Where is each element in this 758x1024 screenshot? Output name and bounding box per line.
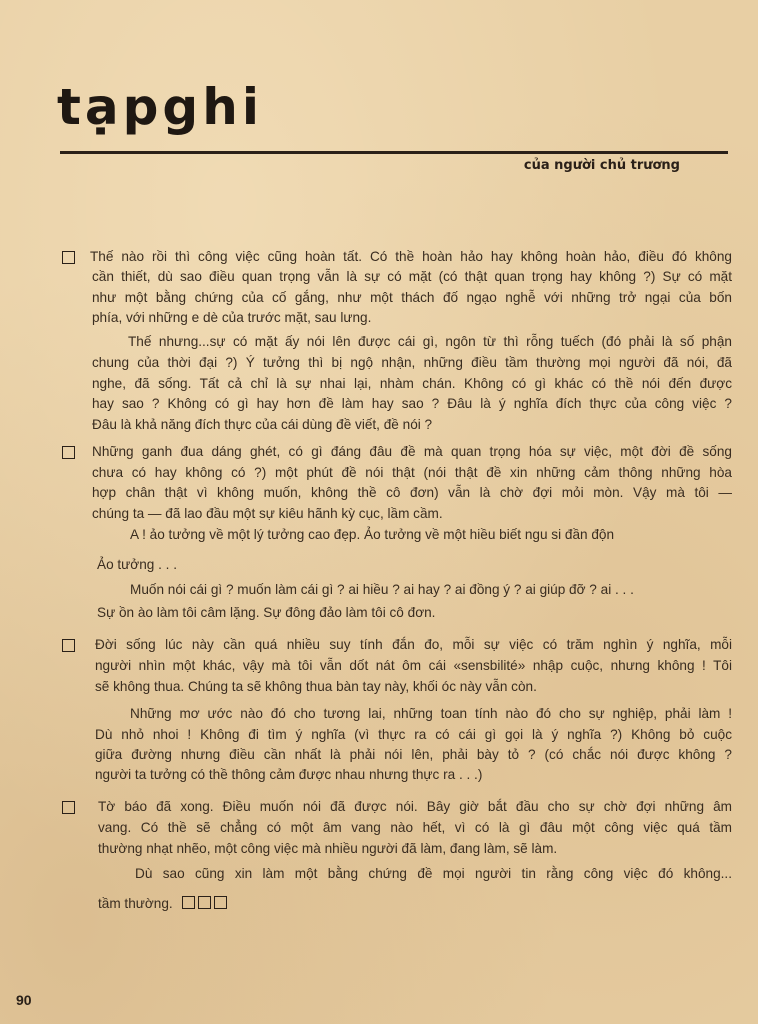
text-line: Sự ồn ào làm tôi câm lặng. Sự đông đảo làm tôi cô đơn. [97, 605, 436, 620]
text-line: phía, với những e dè của trước mặt, sau lưng. [92, 310, 372, 325]
text-line: Những mơ ước nào đó cho tương lai, những toan tính nào đó cho sự nghiệp, phải làm ! [130, 706, 732, 721]
text-line: chưa có hay không có ?) một phút đề nói thật (nói thật đề xin những cảm thông những hòa [92, 465, 732, 480]
text-line: Thế nhưng...sự có mặt ấy nói lên được cái gì, ngôn từ thì rỗng tuếch (đó phải là số phận [128, 334, 732, 349]
text-line: giữa đường nhưng điều cần nhất là phải nói lên, phải bày tỏ ? (có chắc nói được không ? [95, 747, 732, 762]
section-bullet-box [62, 446, 75, 459]
section-bullet-box [62, 251, 75, 264]
text-line: hay sao ? Không có gì hay hơn đề làm hay sao ? Đâu là ý nghĩa đích thực của công việc ? [92, 396, 732, 411]
text-line: Thế nào rồi thì công việc cũng hoàn tất. Có thề hoàn hảo hay không hoàn hảo, điều đó không [90, 249, 732, 264]
text-line: vang. Có thề sẽ chẳng có một âm vang nào hết, vì có là gì đâu một công việc quá tầm [98, 820, 732, 835]
text-line: Đâu là khả năng đích thực của cái dùng đề viết, đề nói ? [92, 417, 433, 432]
text-line: Đời sống lúc này cần quá nhiều suy tính đắn đo, mỗi sự việc có trăm nghìn ý nghĩa, mỗi [95, 637, 732, 652]
text-line: nghe, đã sống. Tất cả chỉ là sự nhai lại, nhàm chán. Không có gì khác có thề nói đến được [92, 376, 732, 391]
page-number: 90 [16, 992, 32, 1008]
text-line: sẽ không thua. Chúng ta sẽ không thua bàn tay này, khối óc này vẫn còn. [95, 679, 537, 694]
page-title: tạpghi [57, 78, 263, 136]
byline: của người chủ trương [523, 158, 680, 173]
text-line: Dù nhỏ nhoi ! Không đi tìm ý nghĩa (vì thực ra có cái gì gọi là ý nghĩa ?) Không bỏ cuộc [95, 727, 732, 742]
text-line: Những ganh đua dáng ghét, có gì đáng đâu đề mà quan trọng hóa sự việc, một đời đề sống [92, 444, 732, 459]
section-bullet-box [62, 801, 75, 814]
text-line: chung của thời đại ?) Ý tưởng thì bị ngộ nhận, những điều tầm thường mọi người đã nói, đã [92, 355, 732, 370]
text-line: người ta tưởng có thề thông cảm được nhau nhưng thực ra . . .) [95, 767, 483, 782]
text-line: như một bằng chứng của cố gắng, như một thách đố ngạo nghễ với những trở ngại của bốn [92, 290, 732, 305]
end-square-icon [214, 896, 227, 909]
section-bullet-box [62, 639, 75, 652]
end-square-icon [182, 896, 195, 909]
end-mark-boxes [179, 896, 227, 911]
text-line: Dù sao cũng xin làm một bằng chứng đề mọi người tin rằng công việc đó không... [135, 866, 732, 881]
end-square-icon [198, 896, 211, 909]
text-line: thường nhạt nhẽo, một công việc mà nhiều người đã làm, đang làm, sẽ làm. [98, 841, 558, 856]
text-line: Muốn nói cái gì ? muốn làm cái gì ? ai hiều ? ai hay ? ai đồng ý ? ai giúp đỡ ? ai . . . [130, 582, 634, 597]
text-line: A ! ảo tưởng về một lý tưởng cao đẹp. Ảo tưởng về một hiều biết ngu si đần độn [130, 527, 615, 542]
title-divider [60, 151, 728, 154]
text-line: chúng ta — đã lao đầu một sự kiêu hãnh kỳ cục, lầm cầm. [92, 506, 443, 521]
text-line: tầm thường. [98, 895, 227, 912]
text-line: cần thiết, dù sao điều quan trọng vẫn là sự có mặt (có thật quan trọng hay không ?) Sự có mặt [92, 269, 732, 284]
text-line: Ảo tưởng . . . [97, 557, 177, 572]
text-line: Tờ báo đã xong. Điều muốn nói đã được nói. Bây giờ bắt đầu cho sự chờ đợi những âm [98, 799, 732, 814]
text-line: người nhìn một khác, vậy mà tôi vẫn dốt nát ôm cái «sensbilité» nhập cuộc, nhưng không ! Tôi [95, 658, 732, 673]
text-line: hợp chân thật vì không muốn, không thề cô đơn) vẫn là chờ đợi mỏi mòn. Vậy mà tôi — [92, 485, 732, 500]
